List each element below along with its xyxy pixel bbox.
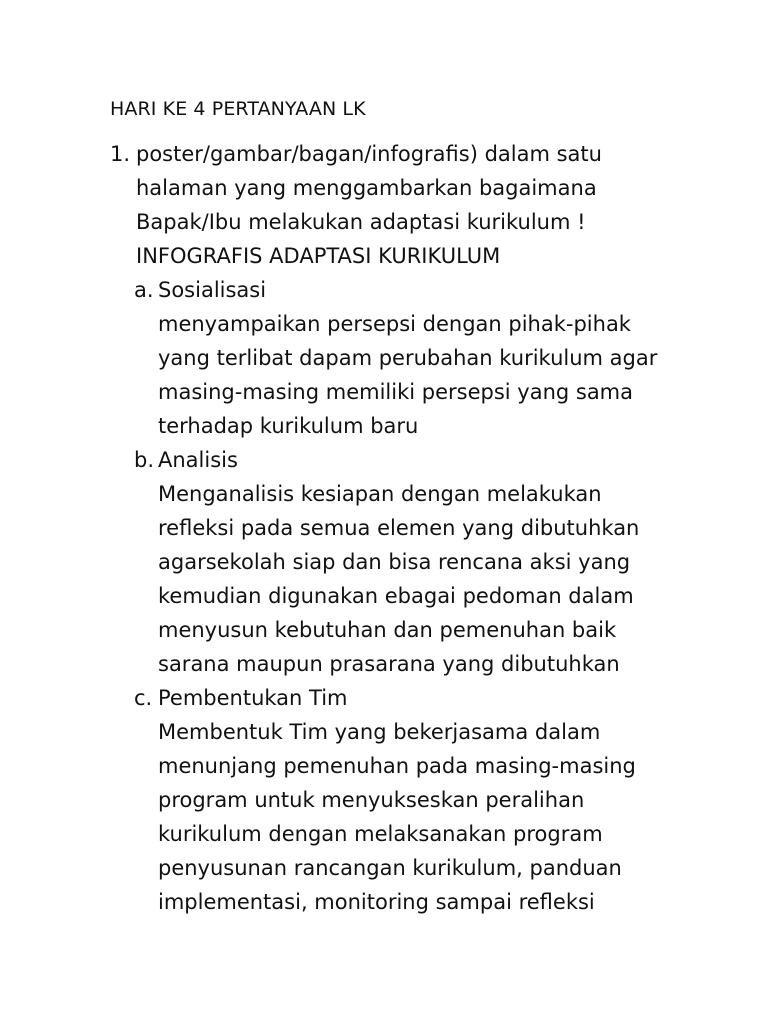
section-a-body-line: masing-masing memiliki persepsi yang sama	[158, 380, 634, 404]
section-a-body-line: menyampaikan persepsi dengan pihak-pihak	[158, 312, 631, 336]
section-c-body-line: kurikulum dengan melaksanakan program	[158, 822, 603, 846]
section-b-body-line: Menganalisis kesiapan dengan melakukan	[158, 482, 602, 506]
section-c-body-line: implementasi, monitoring sampai refleksi	[158, 890, 595, 914]
section-c-body-line: penyusunan rancangan kurikulum, panduan	[158, 856, 622, 880]
section-a-body-line: yang terlibat dapam perubahan kurikulum agar	[158, 346, 658, 370]
section-b-body-line: sarana maupun prasarana yang dibutuhkan	[158, 652, 620, 676]
section-c-body-line: Membentuk Tim yang bekerjasama dalam	[158, 720, 601, 744]
section-a-body-line: terhadap kurikulum baru	[158, 414, 419, 438]
section-b-marker: b.	[134, 448, 155, 472]
section-a-marker: a.	[134, 278, 154, 302]
section-b-heading: Analisis	[158, 448, 238, 472]
document-title: HARI KE 4 PERTANYAAN LK	[110, 98, 366, 120]
section-c-marker: c.	[134, 686, 153, 710]
section-a-heading: Sosialisasi	[158, 278, 267, 302]
question-line: Bapak/Ibu melakukan adaptasi kurikulum !	[136, 210, 586, 234]
section-c-heading: Pembentukan Tim	[158, 686, 348, 710]
section-b-body-line: refleksi pada semua elemen yang dibutuhkan	[158, 516, 640, 540]
section-b-body-line: menyusun kebutuhan dan pemenuhan baik	[158, 618, 617, 642]
section-b-body-line: kemudian digunakan ebagai pedoman dalam	[158, 584, 634, 608]
item-number: 1.	[110, 142, 131, 166]
section-b-body-line: agarsekolah siap dan bisa rencana aksi yang	[158, 550, 631, 574]
question-line: poster/gambar/bagan/infografis) dalam satu	[136, 142, 602, 166]
question-line: halaman yang menggambarkan bagaimana	[136, 176, 597, 200]
section-c-body-line: program untuk menyukseskan peralihan	[158, 788, 585, 812]
infographic-heading: INFOGRAFIS ADAPTASI KURIKULUM	[136, 244, 501, 268]
section-c-body-line: menunjang pemenuhan pada masing-masing	[158, 754, 636, 778]
